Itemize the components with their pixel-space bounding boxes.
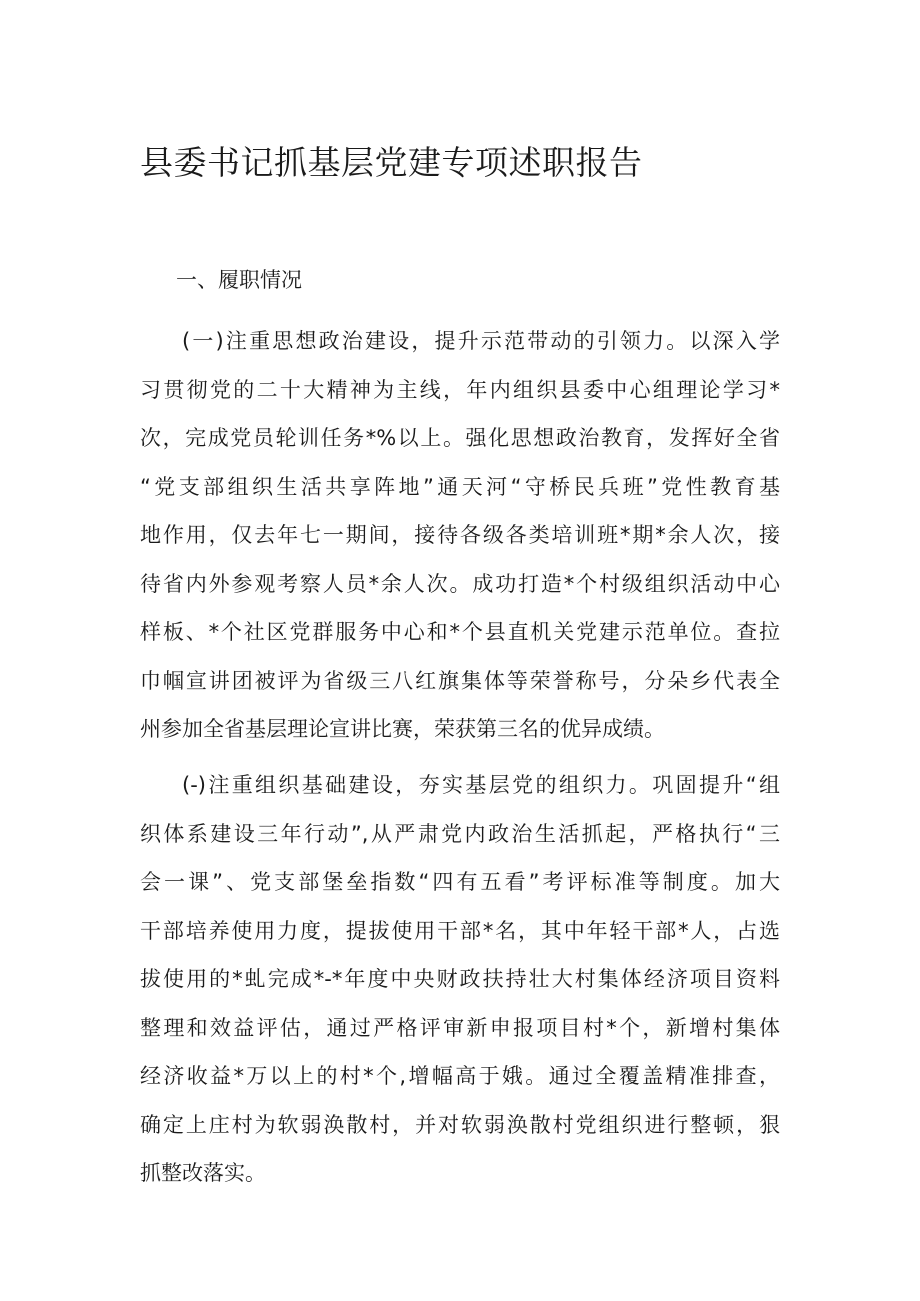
- paragraph-line: 拔使用的*虬完成*-*年度中央财政扶持壮大村集体经济项目资料: [140, 967, 780, 991]
- paragraph-line: 巾帼宣讲团被评为省级三八红旗集体等荣誉称号，分朵乡代表全: [140, 668, 780, 693]
- paragraph-line: 州参加全省基层理论宣讲比赛，荣获第三名的优异成绩。: [140, 717, 665, 741]
- paragraph-line: 经济收益*万以上的村*个,增幅高于娥。通过全覆盖精准排查，: [140, 1064, 780, 1088]
- paragraph-line: 次，完成党员轮训任务*%以上。强化思想政治教育，发挥好全省: [140, 426, 780, 450]
- paragraph-line: “党支部组织生活共享阵地”通天河“守桥民兵班”党性教育基: [140, 474, 780, 499]
- paragraph-line: (一)注重思想政治建设，提升示范带动的引领力。以深入学: [182, 329, 780, 353]
- paragraph-line: 会一课”、党支部堡垒指数“四有五看”考评标准等制度。加大: [140, 870, 780, 894]
- paragraph-1: [140, 317, 780, 754]
- paragraph-line: 确定上庄村为软弱涣散村，并对软弱涣散村党组织进行整顿，狠: [140, 1112, 780, 1137]
- paragraph-line: 干部培养使用力度，提拔使用干部*名，其中年轻干部*人，占选: [140, 918, 780, 943]
- paragraph-2: [140, 761, 780, 1198]
- paragraph-line: 整理和效益评估，通过严格评审新申报项目村*个，新增村集体: [140, 1015, 780, 1040]
- document-title: 县委书记抓基层党建专项述职报告: [140, 143, 643, 182]
- paragraph-line: 待省内外参观考察人员*余人次。成功打造*个村级组织活动中心: [140, 571, 780, 596]
- paragraph-line: 抓整改落实。: [140, 1161, 266, 1185]
- paragraph-line: (-)注重组织基础建设，夯实基层党的组织力。巩固提升“组: [182, 773, 780, 797]
- paragraph-line: 习贯彻党的二十大精神为主线，年内组织县委中心组理论学习*: [140, 377, 780, 402]
- paragraph-line: 样板、*个社区党群服务中心和*个县直机关党建示范单位。查拉: [140, 620, 780, 644]
- paragraph-line: 织体系建设三年行动”,从严肃党内政治生活抓起，严格执行“三: [140, 821, 780, 846]
- section-heading: 一、履职情况: [176, 268, 302, 292]
- paragraph-line: 地作用，仅去年七一期间，接待各级各类培训班*期*余人次，接: [140, 523, 780, 547]
